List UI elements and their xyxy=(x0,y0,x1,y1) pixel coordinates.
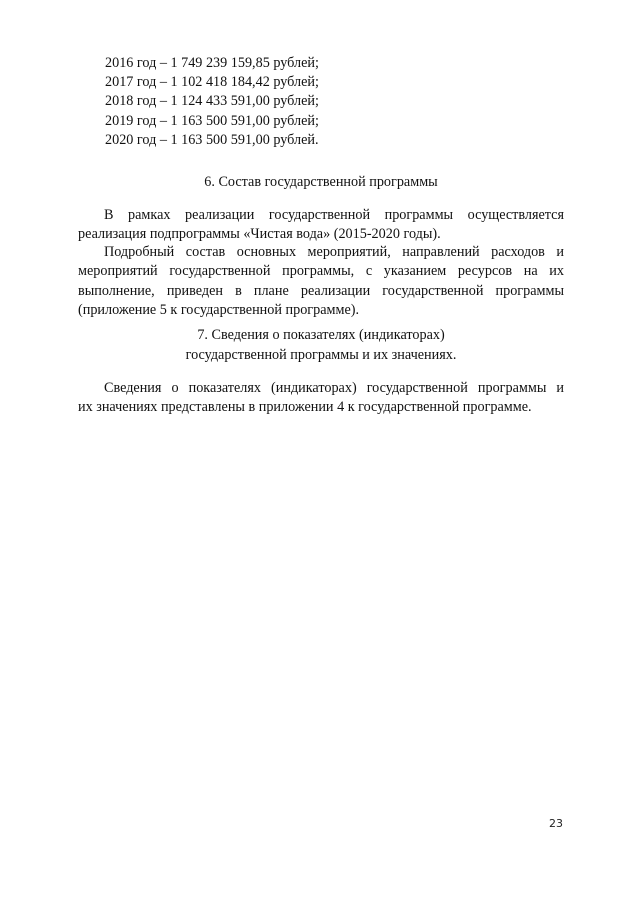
paragraph-line: Сведения о показателях (индикаторах) государственной программы и xyxy=(104,380,564,396)
section-7-paragraph xyxy=(78,379,564,418)
section-7-heading-line-1: 7. Сведения о показателях (индикаторах) xyxy=(197,327,445,343)
funding-line-2019: 2019 год – 1 163 500 591,00 рублей; xyxy=(105,112,319,129)
paragraph-line: выполнение, приведен в плане реализации государственной программы xyxy=(78,282,564,299)
paragraph-line: (приложение 5 к государственной программе). xyxy=(78,301,360,318)
paragraph-line: мероприятий государственной программы, с указанием ресурсов на их xyxy=(78,263,564,280)
section-6-heading: 6. Состав государственной программы xyxy=(204,174,438,190)
paragraph-line: их значениях представлены в приложении 4 к государственной программе. xyxy=(78,399,532,416)
section-7-heading-line-2: государственной программы и их значениях. xyxy=(185,346,457,363)
section-6-paragraph-1 xyxy=(78,206,564,245)
paragraph-line: реализация подпрограммы «Чистая вода» (2015-2020 годы). xyxy=(78,226,441,243)
section-7-heading xyxy=(78,326,564,365)
section-6-paragraph-2 xyxy=(78,243,564,320)
funding-line-2017: 2017 год – 1 102 418 184,42 рублей; xyxy=(105,74,319,91)
page-number: 23 xyxy=(549,817,563,830)
funding-line-2020: 2020 год – 1 163 500 591,00 рублей. xyxy=(105,131,319,148)
funding-by-year-list xyxy=(105,54,319,150)
funding-line-2018: 2018 год – 1 124 433 591,00 рублей; xyxy=(105,93,319,110)
paragraph-line: В рамках реализации государственной программы осуществляется xyxy=(104,207,564,223)
funding-line-2016: 2016 год – 1 749 239 159,85 рублей; xyxy=(105,55,319,71)
paragraph-line: Подробный состав основных мероприятий, направлений расходов и xyxy=(104,244,564,260)
